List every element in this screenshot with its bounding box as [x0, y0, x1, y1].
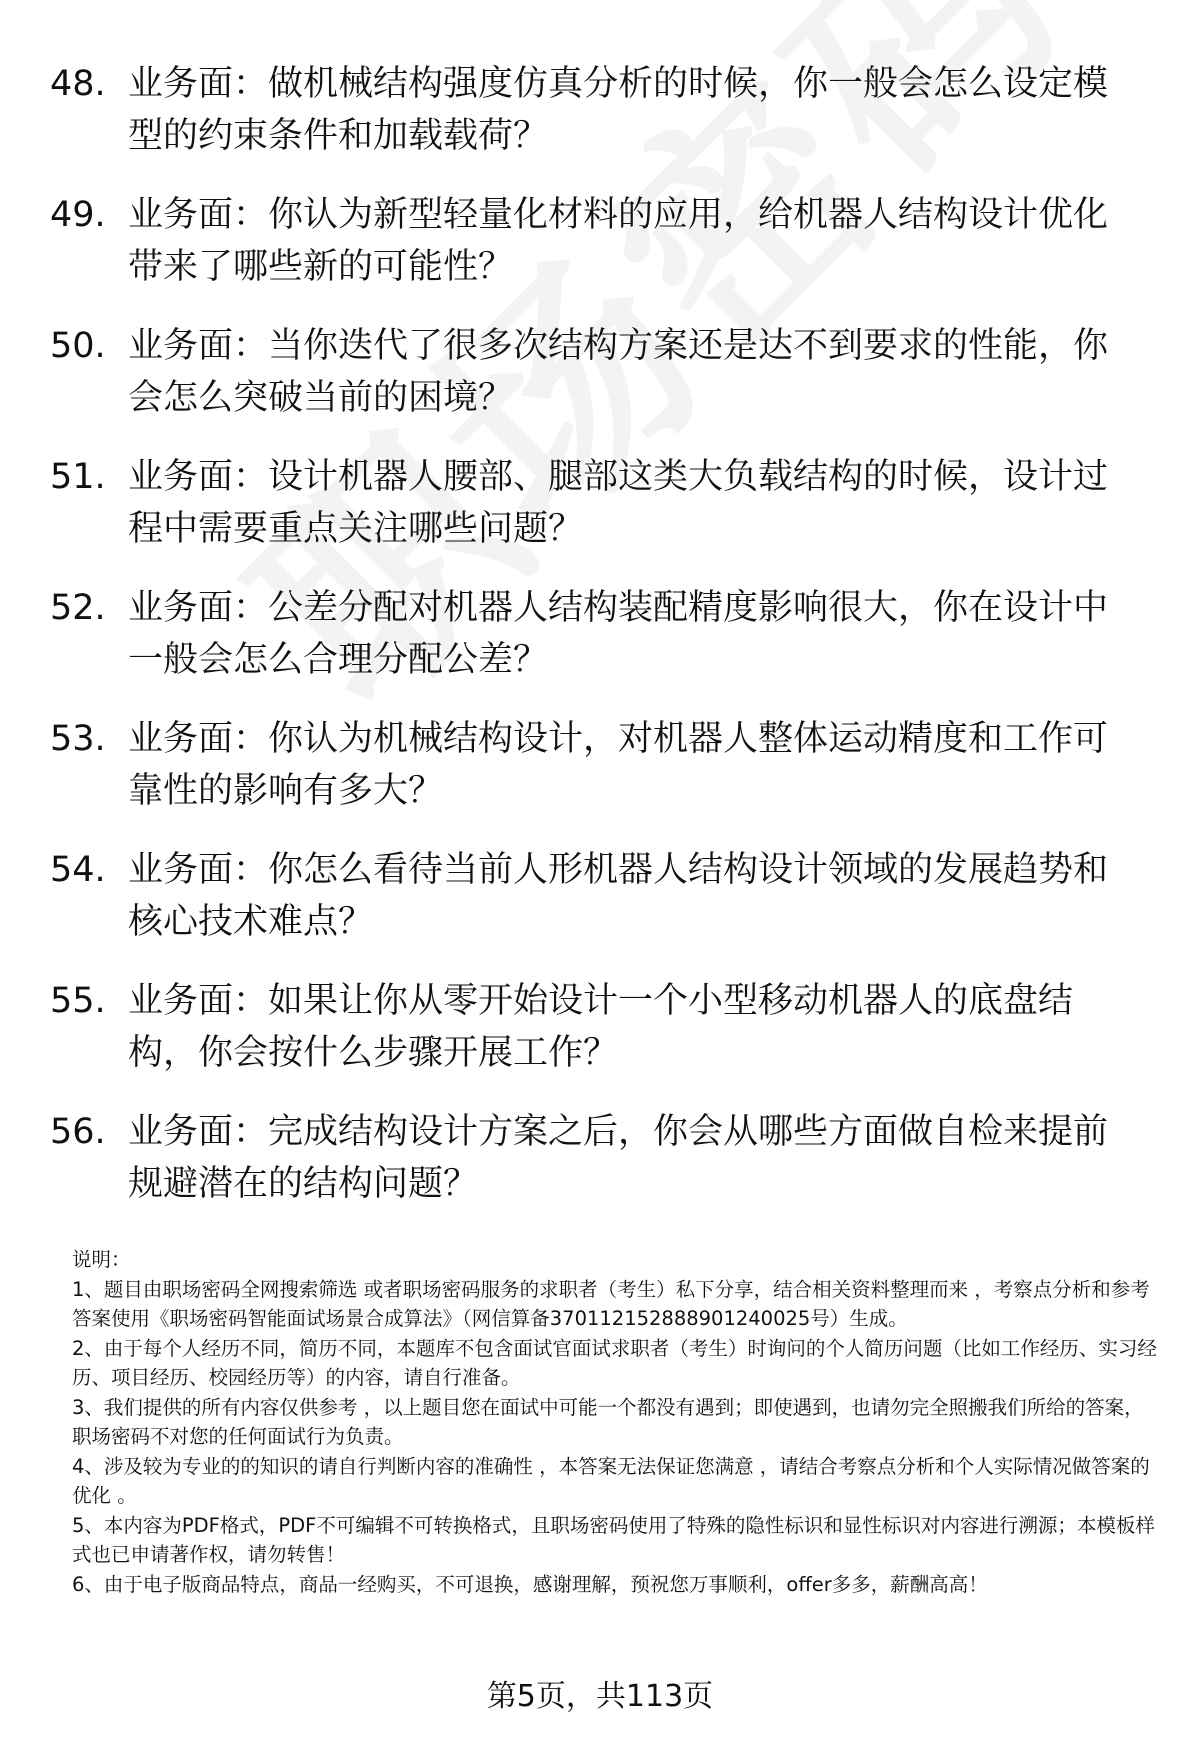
- question-number: 53.: [50, 719, 106, 759]
- note-item: 4、涉及较为专业的的知识的请自行判断内容的准确性 ，本答案无法保证您满意 ，请结合考察点分析和个人实际情况做答案的优化 。: [72, 1454, 1150, 1507]
- question-text: 业务面：如果让你从零开始设计一个小型移动机器人的底盘结构，你会按什么步骤开展工作？: [128, 981, 1074, 1073]
- question-item: [50, 320, 1150, 424]
- question-text: 业务面：完成结构设计方案之后，你会从哪些方面做自检来提前规避潜在的结构问题？: [128, 1112, 1109, 1204]
- question-item: [50, 975, 1150, 1079]
- question-text: 业务面：你怎么看待当前人形机器人结构设计领域的发展趋势和核心技术难点？: [128, 850, 1109, 942]
- question-list: [50, 58, 1150, 1237]
- question-number: 50.: [50, 326, 106, 366]
- page-footer: 第5页，共113页: [486, 1679, 714, 1714]
- question-text: 业务面：你认为机械结构设计，对机器人整体运动精度和工作可靠性的影响有多大？: [128, 719, 1109, 811]
- question-number: 49.: [50, 195, 106, 235]
- question-number: 52.: [50, 588, 106, 628]
- question-text: 业务面：设计机器人腰部、腿部这类大负载结构的时候，设计过程中需要重点关注哪些问题？: [128, 457, 1109, 549]
- note-item: 5、本内容为PDF格式，PDF不可编辑不可转换格式，且职场密码使用了特殊的隐性标识和显性标识对内容进行溯源；本模板样式也已申请著作权，请勿转售！: [72, 1513, 1155, 1566]
- question-item: [50, 451, 1150, 555]
- question-text: 业务面：做机械结构强度仿真分析的时候，你一般会怎么设定模型的约束条件和加载载荷？: [128, 64, 1109, 156]
- question-item: [50, 713, 1150, 817]
- question-number: 51.: [50, 457, 106, 497]
- question-item: [50, 582, 1150, 686]
- question-number: 48.: [50, 64, 106, 104]
- note-item: 3、我们提供的所有内容仅供参考 ，以上题目您在面试中可能一个都没有遇到；即使遇到，也请勿完全照搬我们所给的答案，职场密码不对您的任何面试行为负责。: [72, 1395, 1144, 1448]
- note-item: 2、由于每个人经历不同，简历不同，本题库不包含面试官面试求职者（考生）时询问的个人简历问题（比如工作经历、实习经历、项目经历、校园经历等）的内容，请自行准备。: [72, 1336, 1157, 1389]
- question-number: 55.: [50, 981, 106, 1021]
- question-text: 业务面：你认为新型轻量化材料的应用，给机器人结构设计优化带来了哪些新的可能性？: [128, 195, 1109, 287]
- notes-title: 说明：: [72, 1248, 131, 1271]
- notes-section: [72, 1245, 1162, 1599]
- question-item: [50, 189, 1150, 293]
- question-item: [50, 58, 1150, 162]
- question-text: 业务面：当你迭代了很多次结构方案还是达不到要求的性能，你会怎么突破当前的困境？: [128, 326, 1109, 418]
- note-item: 1、题目由职场密码全网搜索筛选 或者职场密码服务的求职者（考生）私下分享，结合相关资料整理而来 ，考察点分析和参考答案使用《职场密码智能面试场景合成算法》（网信算备370112152888901240025号）生成。: [72, 1277, 1150, 1330]
- question-item: [50, 1106, 1150, 1210]
- question-number: 54.: [50, 850, 106, 890]
- question-item: [50, 844, 1150, 948]
- question-number: 56.: [50, 1112, 106, 1152]
- note-item: 6、由于电子版商品特点，商品一经购买，不可退换，感谢理解，预祝您万事顺利，offer多多，薪酬高高！: [72, 1572, 988, 1596]
- question-text: 业务面：公差分配对机器人结构装配精度影响很大，你在设计中一般会怎么合理分配公差？: [128, 588, 1109, 680]
